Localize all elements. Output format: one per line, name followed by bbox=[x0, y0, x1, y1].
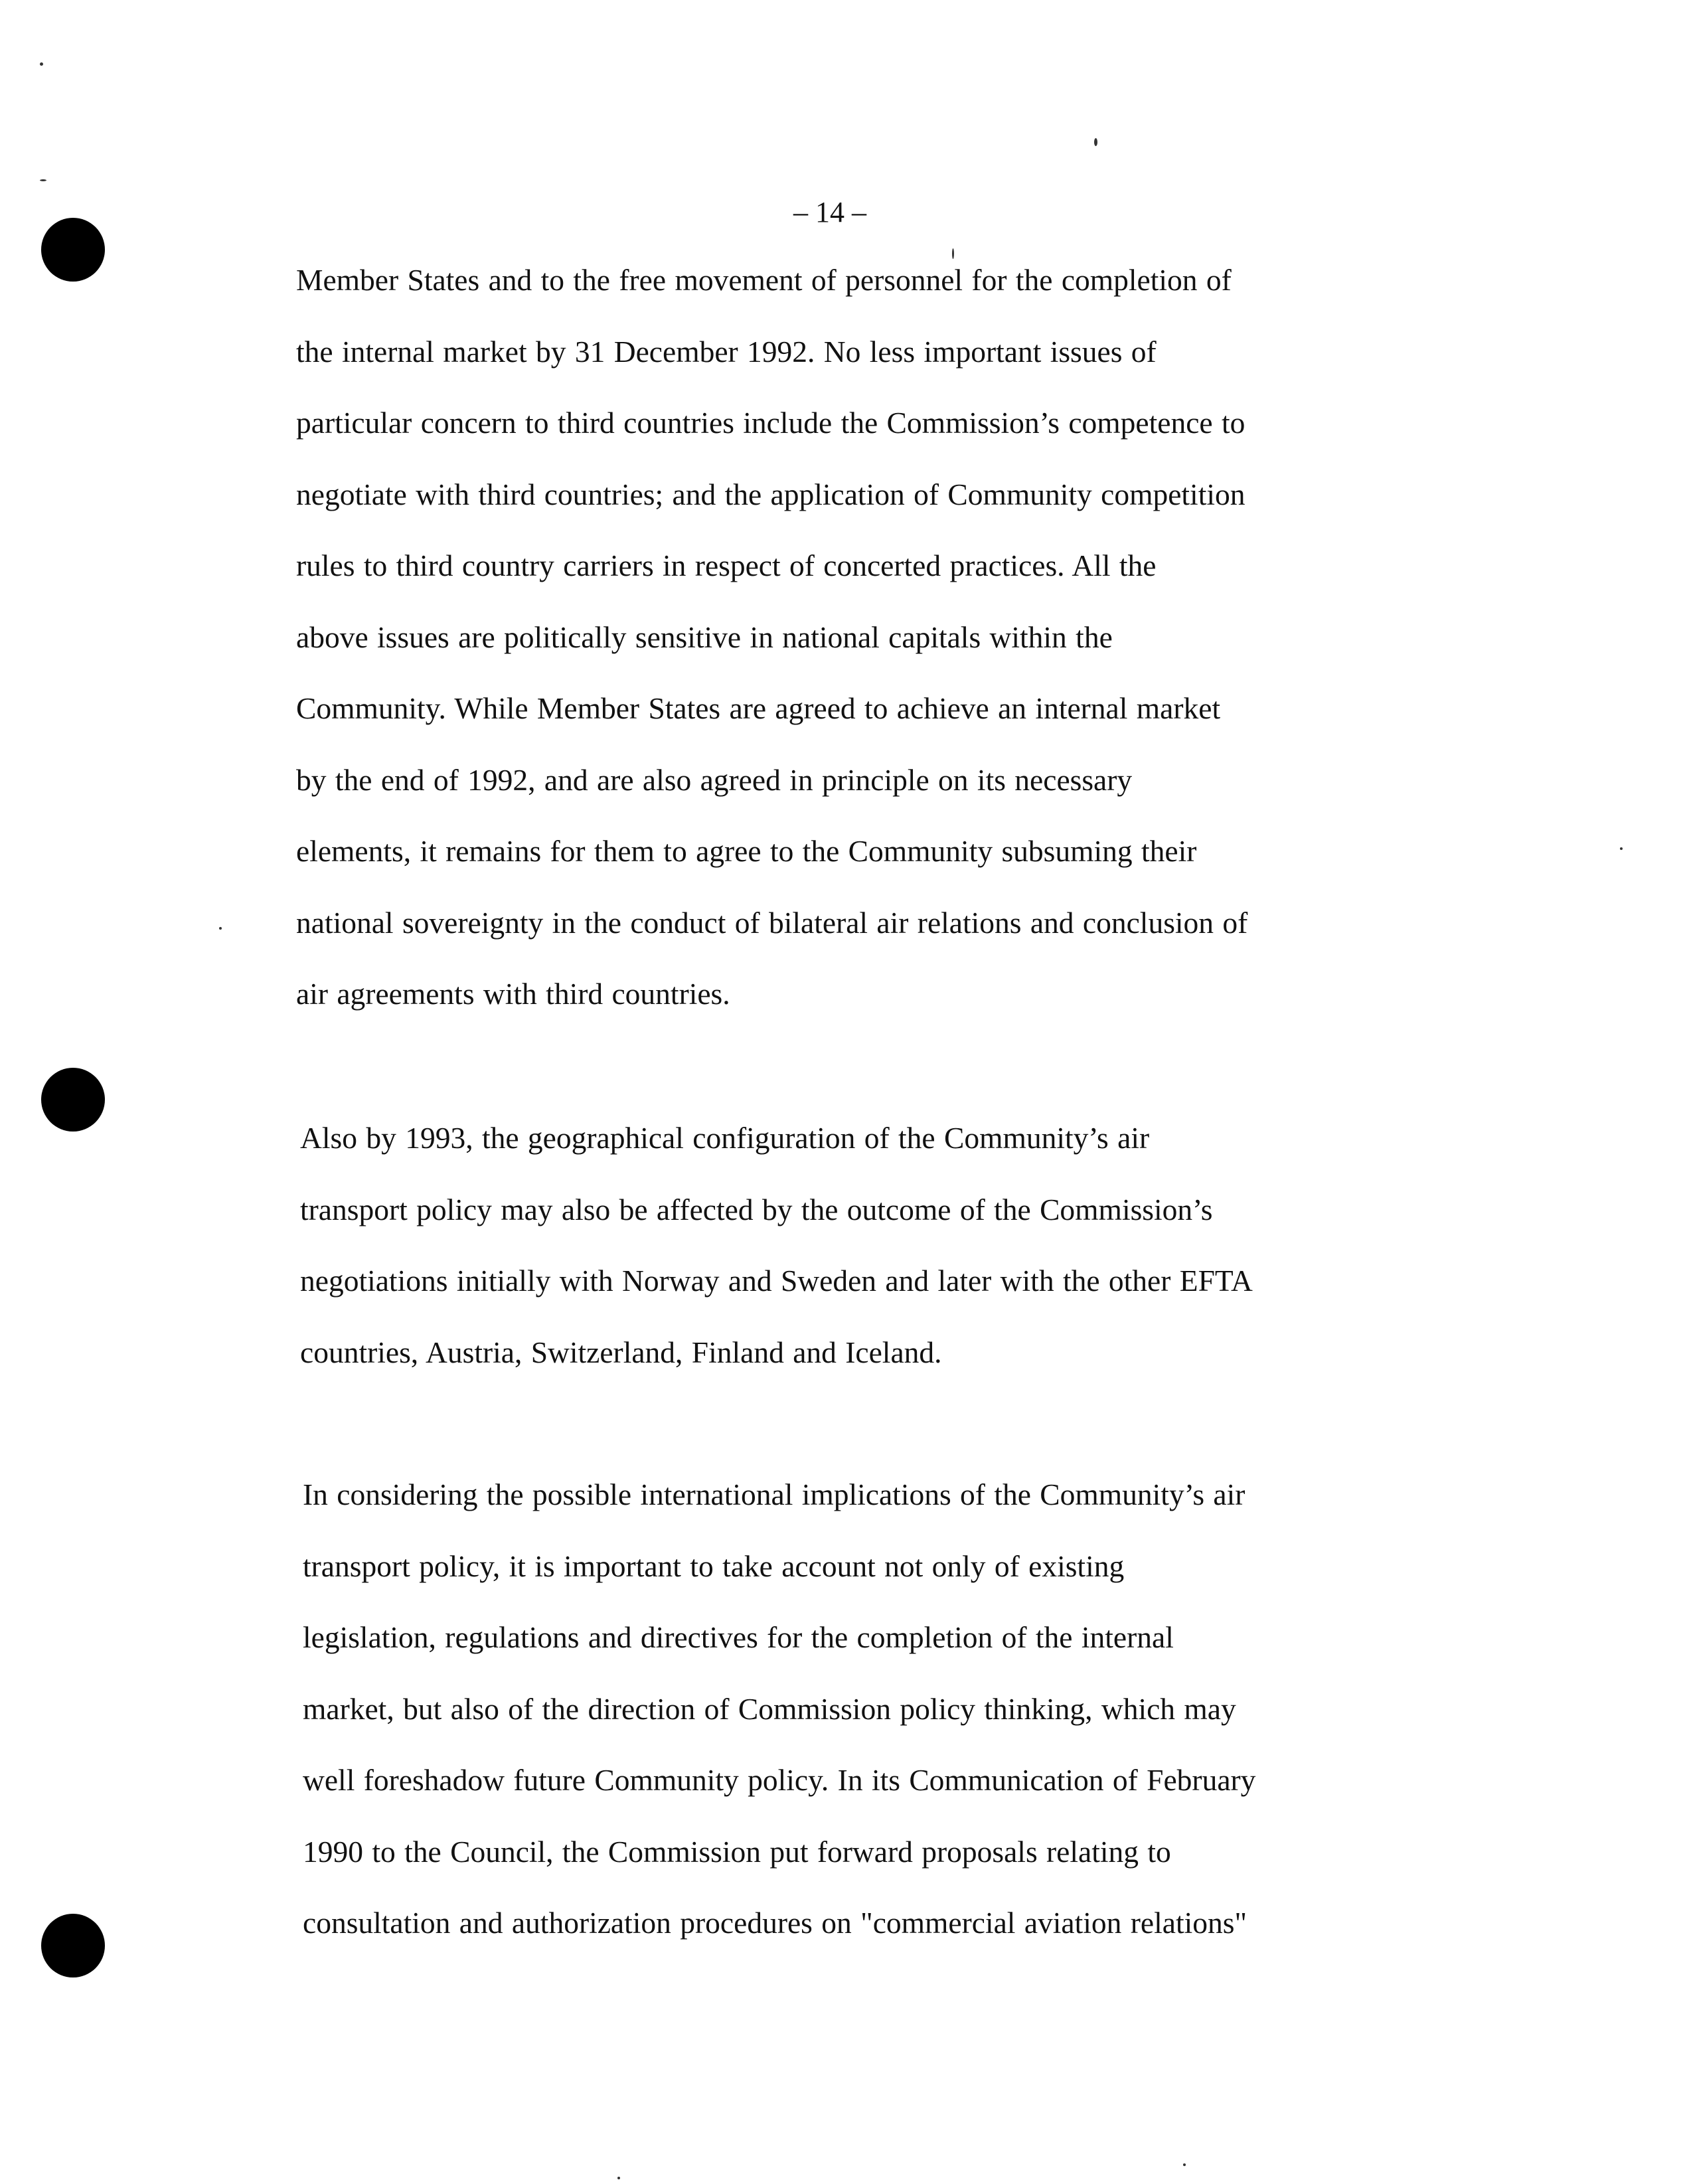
scan-speck bbox=[219, 927, 222, 930]
scan-speck bbox=[1183, 2163, 1186, 2166]
text-line: legislation, regulations and directives for the completion of the internal bbox=[303, 1620, 1174, 1654]
text-line: the internal market by 31 December 1992. No less important issues of bbox=[296, 334, 1157, 369]
punch-hole bbox=[41, 1068, 105, 1132]
text-line: Also by 1993, the geographical configuration of the Community’s air bbox=[300, 1121, 1150, 1155]
scan-speck bbox=[40, 62, 43, 66]
text-line: transport policy may also be affected by the outcome of the Commission’s bbox=[300, 1192, 1213, 1226]
page-number: – 14 – bbox=[793, 196, 866, 228]
paragraph-1 bbox=[296, 244, 1247, 1030]
text-line: In considering the possible international implications of the Community’s air bbox=[303, 1477, 1245, 1511]
scan-speck bbox=[1620, 847, 1623, 850]
text-line: particular concern to third countries include the Commission’s competence to bbox=[296, 406, 1245, 440]
text-line: market, but also of the direction of Commission policy thinking, which may bbox=[303, 1691, 1236, 1726]
text-line: Community. While Member States are agreed to achieve an internal market bbox=[296, 691, 1221, 725]
text-line: air agreements with third countries. bbox=[296, 977, 730, 1011]
scan-speck bbox=[1094, 138, 1097, 146]
text-line: by the end of 1992, and are also agreed in principle on its necessary bbox=[296, 762, 1133, 797]
text-line: rules to third country carriers in respect of concerted practices. All the bbox=[296, 548, 1157, 582]
text-line: negotiations initially with Norway and Sweden and later with the other EFTA bbox=[300, 1264, 1253, 1298]
text-line: national sovereignty in the conduct of bilateral air relations and conclusion of bbox=[296, 905, 1248, 940]
text-line: above issues are politically sensitive in national capitals within the bbox=[296, 620, 1113, 654]
text-line: well foreshadow future Community policy. In its Communication of February bbox=[303, 1763, 1256, 1797]
punch-hole bbox=[41, 1914, 105, 1977]
paragraph-2 bbox=[300, 1102, 1253, 1388]
text-line: negotiate with third countries; and the application of Community competition bbox=[296, 477, 1245, 511]
scan-speck bbox=[617, 2177, 620, 2179]
paragraph-3 bbox=[303, 1459, 1255, 1959]
text-line: elements, it remains for them to agree to the Community subsuming their bbox=[296, 834, 1197, 868]
punch-hole bbox=[41, 218, 105, 282]
text-line: transport policy, it is important to take account not only of existing bbox=[303, 1549, 1125, 1583]
text-line: 1990 to the Council, the Commission put forward proposals relating to bbox=[303, 1834, 1171, 1869]
text-line: countries, Austria, Switzerland, Finland and Iceland. bbox=[300, 1335, 942, 1369]
text-line: Member States and to the free movement of personnel for the completion of bbox=[296, 263, 1232, 297]
text-line: consultation and authorization procedures on "commercial aviation relations" bbox=[303, 1906, 1247, 1940]
scan-speck bbox=[40, 179, 46, 181]
